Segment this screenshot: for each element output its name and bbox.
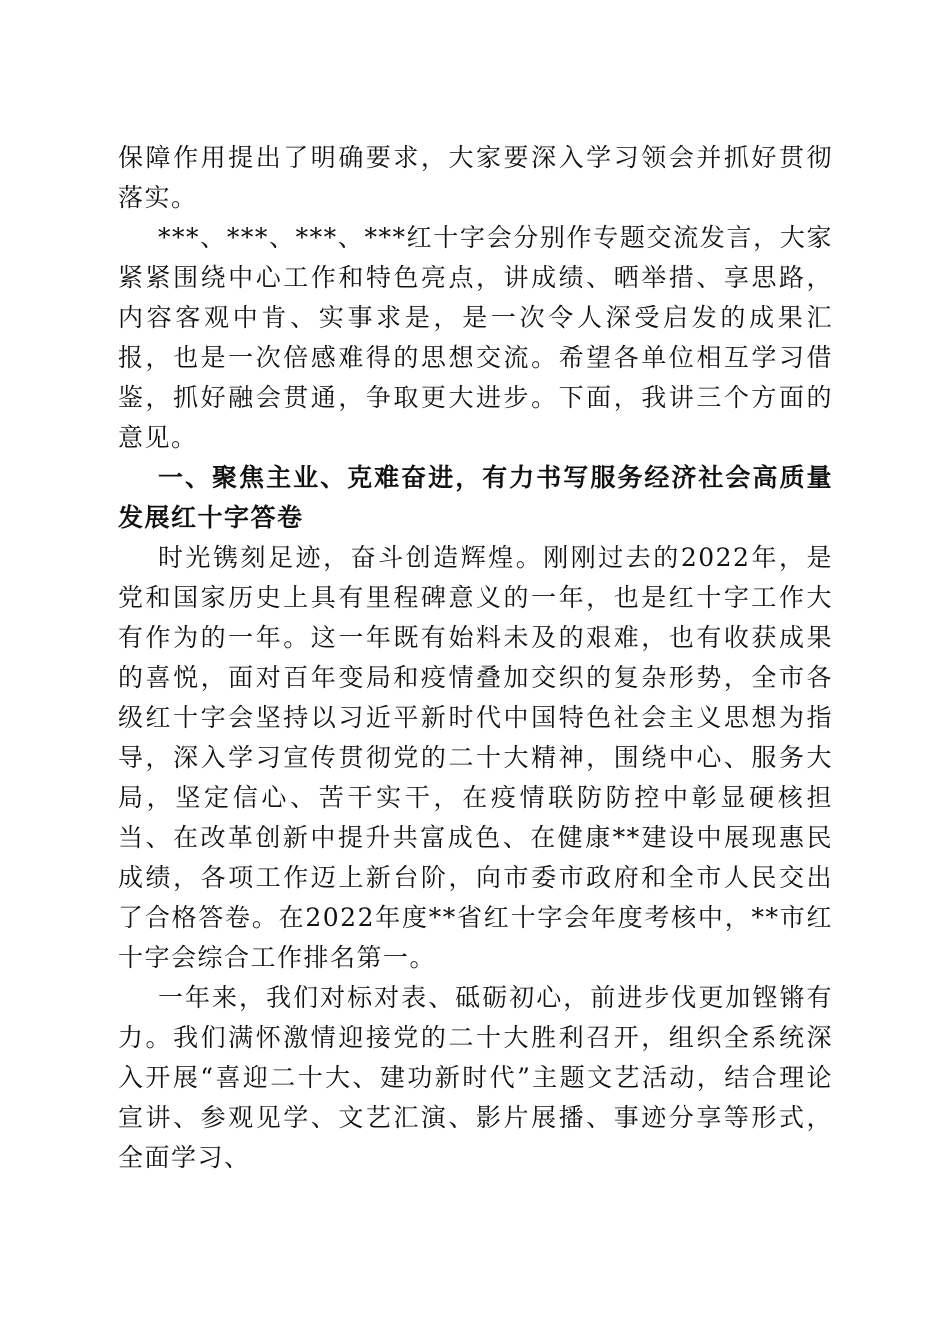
section-heading-one: 一、聚焦主业、克难奋进，有力书写服务经济社会高质量发展红十字答卷 [118,463,833,532]
paragraph-achievements: 一年来，我们对标对表、砥砺初心，前进步伐更加铿锵有力。我们满怀激情迎接党的二十大胜利召开，组织全系统深入开展“喜迎二十大、建功新时代”主题文艺活动，结合理论宣讲、参观见学、文艺汇演、影片展播、事迹分享等形式，全面学习、 [118,983,833,1172]
document-page [118,138,833,1178]
paragraph-exchange-speeches: ***、***、***、***红十字会分别作专题交流发言，大家紧紧围绕中心工作和特色亮点，讲成绩、晒举措、享思路，内容客观中肯、实事求是，是一次令人深受启发的成果汇报，也是一次倍感难得的思想交流。希望各单位相互学习借鉴，抓好融会贯通，争取更大进步。下面，我讲三个方面的意见。 [118,223,833,452]
paragraph-continuation: 保障作用提出了明确要求，大家要深入学习领会并抓好贯彻落实。 [118,143,833,212]
paragraph-year-review: 时光镌刻足迹，奋斗创造辉煌。刚刚过去的2022年，是党和国家历史上具有里程碑意义的一年，也是红十字工作大有作为的一年。这一年既有始料未及的艰难，也有收获成果的喜悦，面对百年变局和疫情叠加交织的复杂形势，全市各级红十字会坚持以习近平新时代中国特色社会主义思想为指导，深入学习宣传贯彻党的二十大精神，围绕中心、服务大局，坚定信心、苦干实干，在疫情联防防控中彰显硬核担当、在改革创新中提升共富成色、在健康**建设中展现惠民成绩，各项工作迈上新台阶，向市委市政府和全市人民交出了合格答卷。在2022年度**省红十字会年度考核中，**市红十字会综合工作排名第一。 [118,543,834,972]
